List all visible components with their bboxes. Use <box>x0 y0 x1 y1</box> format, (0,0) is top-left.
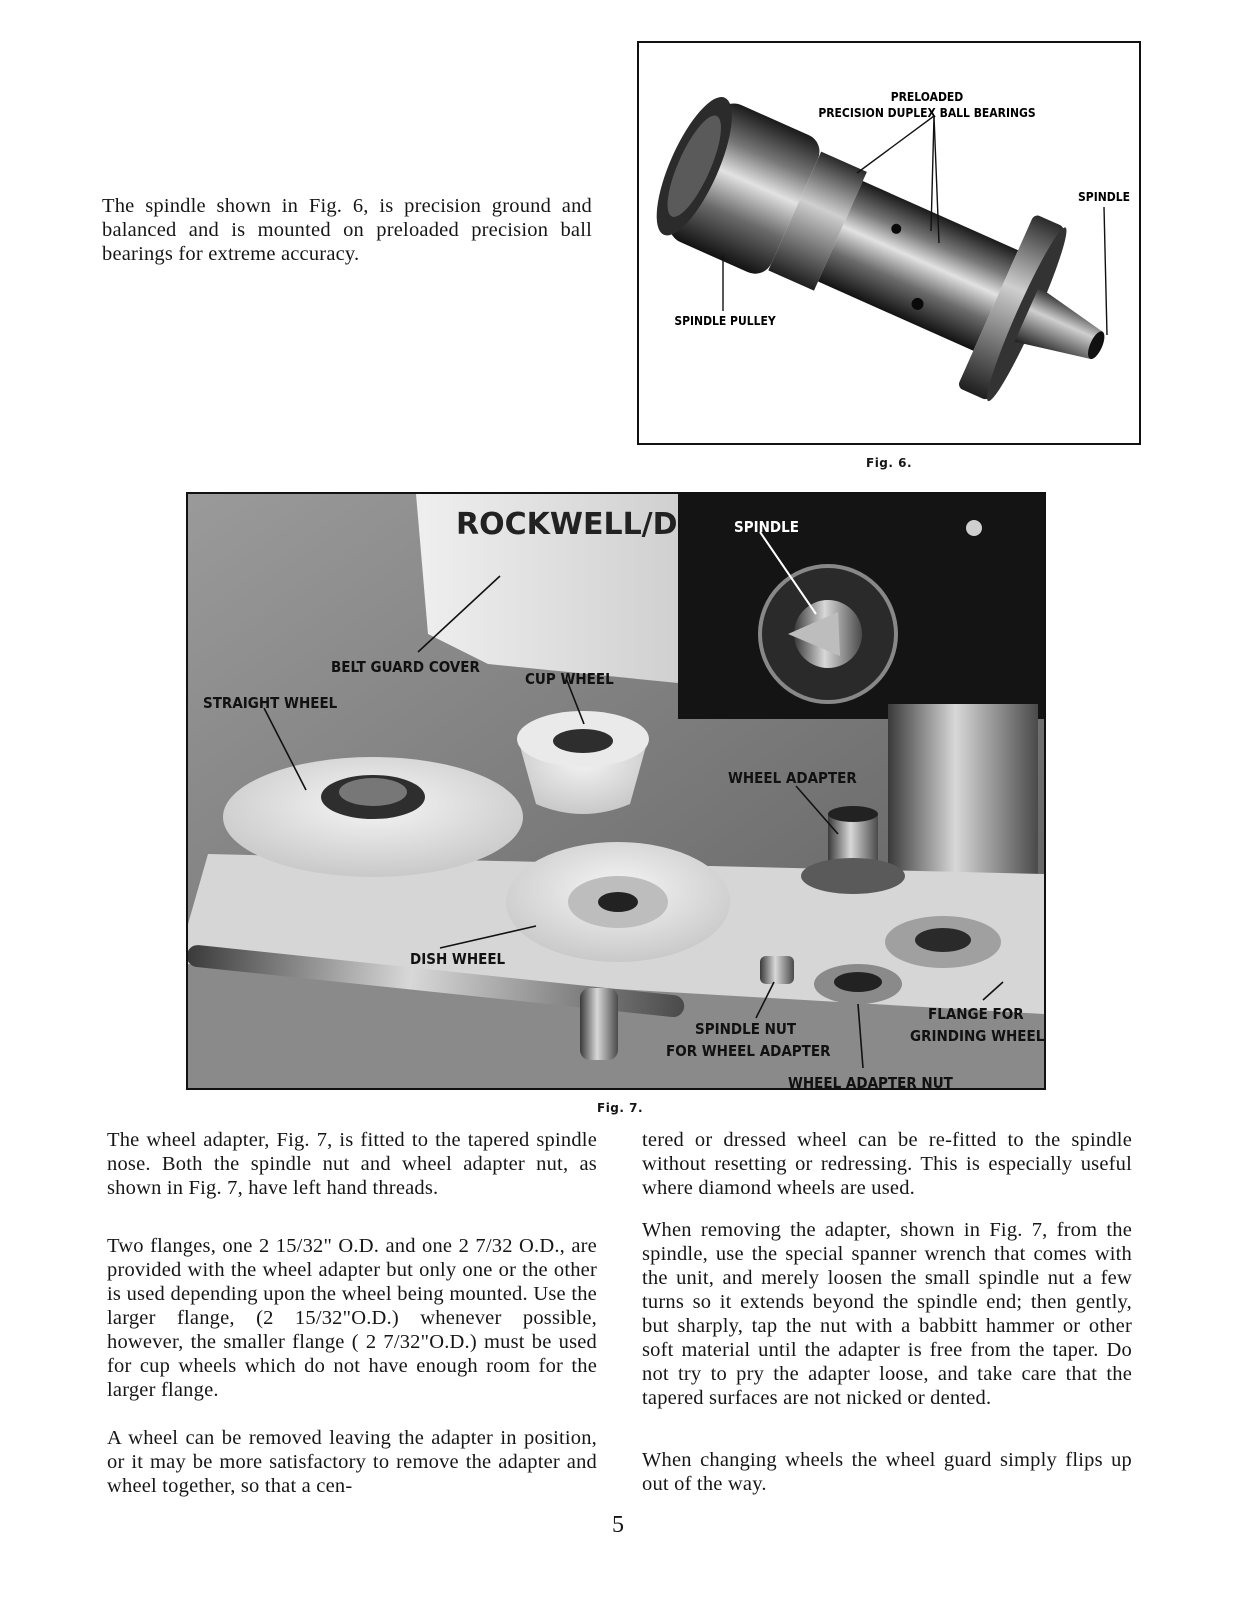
spindle-illustration <box>639 43 1139 443</box>
label-spindle-pulley: SPINDLE PULLEY <box>674 314 776 328</box>
label-belt-guard-cover: BELT GUARD COVER <box>331 658 480 676</box>
label-wheel-adapter: WHEEL ADAPTER <box>728 769 857 787</box>
label-spindle-fig7: SPINDLE <box>734 518 799 536</box>
intro-paragraph: The spindle shown in Fig. 6, is precision ground and balanced and is mounted on preloaded precision ball bearings for extreme accuracy. <box>102 195 592 265</box>
label-dish-wheel: DISH WHEEL <box>410 950 506 968</box>
label-preloaded: PRELOADED <box>890 90 964 104</box>
label-straight-wheel: STRAIGHT WHEEL <box>203 694 338 712</box>
left-paragraph-3: A wheel can be removed leaving the adapter in position, or it may be more satisfactory to remove the adapter and wheel together, so that a cen- <box>107 1427 597 1497</box>
figure-7-grinder-photo <box>186 492 1046 1090</box>
label-spindle-fig6: SPINDLE <box>1078 190 1130 204</box>
left-paragraph-1: The wheel adapter, Fig. 7, is fitted to the tapered spindle nose. Both the spindle nut and wheel adapter nut, as shown in Fig. 7, have left hand threads. <box>107 1129 597 1199</box>
label-wheel-adapter-nut: WHEEL ADAPTER NUT <box>788 1074 953 1088</box>
figure-6-caption: Fig. 6. <box>866 456 913 470</box>
label-spindle-nut-line2: FOR WHEEL ADAPTER <box>666 1042 831 1060</box>
figure-7-caption: Fig. 7. <box>597 1101 644 1115</box>
label-spindle-nut-line1: SPINDLE NUT <box>695 1020 797 1038</box>
grinder-illustration <box>188 494 1044 1088</box>
page-number: 5 <box>612 1512 624 1538</box>
right-paragraph-1: tered or dressed wheel can be re-fitted to the spindle without resetting or redressing. This is especially useful where diamond wheels are used. <box>642 1129 1132 1199</box>
label-flange-line1: FLANGE FOR <box>928 1005 1024 1023</box>
right-paragraph-2: When removing the adapter, shown in Fig. 7, from the spindle, use the special spanner wrench that comes with the unit, and merely loosen the small spindle nut a few turns so it extends beyond the spindle end; then gently, but sharply, tap the nut with a babbitt hammer or other soft material until the adapter is free from the taper. Do not try to pry the adapter loose, and take care that the tapered surfaces are not nicked or dented. <box>642 1219 1132 1409</box>
label-cup-wheel: CUP WHEEL <box>525 670 614 688</box>
label-flange-line2: GRINDING WHEEL <box>910 1027 1044 1045</box>
brand-logo: ROCKWELL/D <box>456 507 678 542</box>
left-paragraph-2: Two flanges, one 2 15/32" O.D. and one 2 7/32 O.D., are provided with the wheel adapter but only one or the other is used depending upon the wheel being mounted. Use the larger flange, (2 15/32"O.D.) whenever possible, however, the smaller flange ( 2 7/32"O.D.) must be used for cup wheels which do not have enough room for the larger flange. <box>107 1235 597 1401</box>
right-paragraph-3: When changing wheels the wheel guard simply flips up out of the way. <box>642 1449 1132 1495</box>
figure-6-spindle-photo <box>637 41 1141 445</box>
label-duplex-bearings: PRECISION DUPLEX BALL BEARINGS <box>818 106 1036 120</box>
